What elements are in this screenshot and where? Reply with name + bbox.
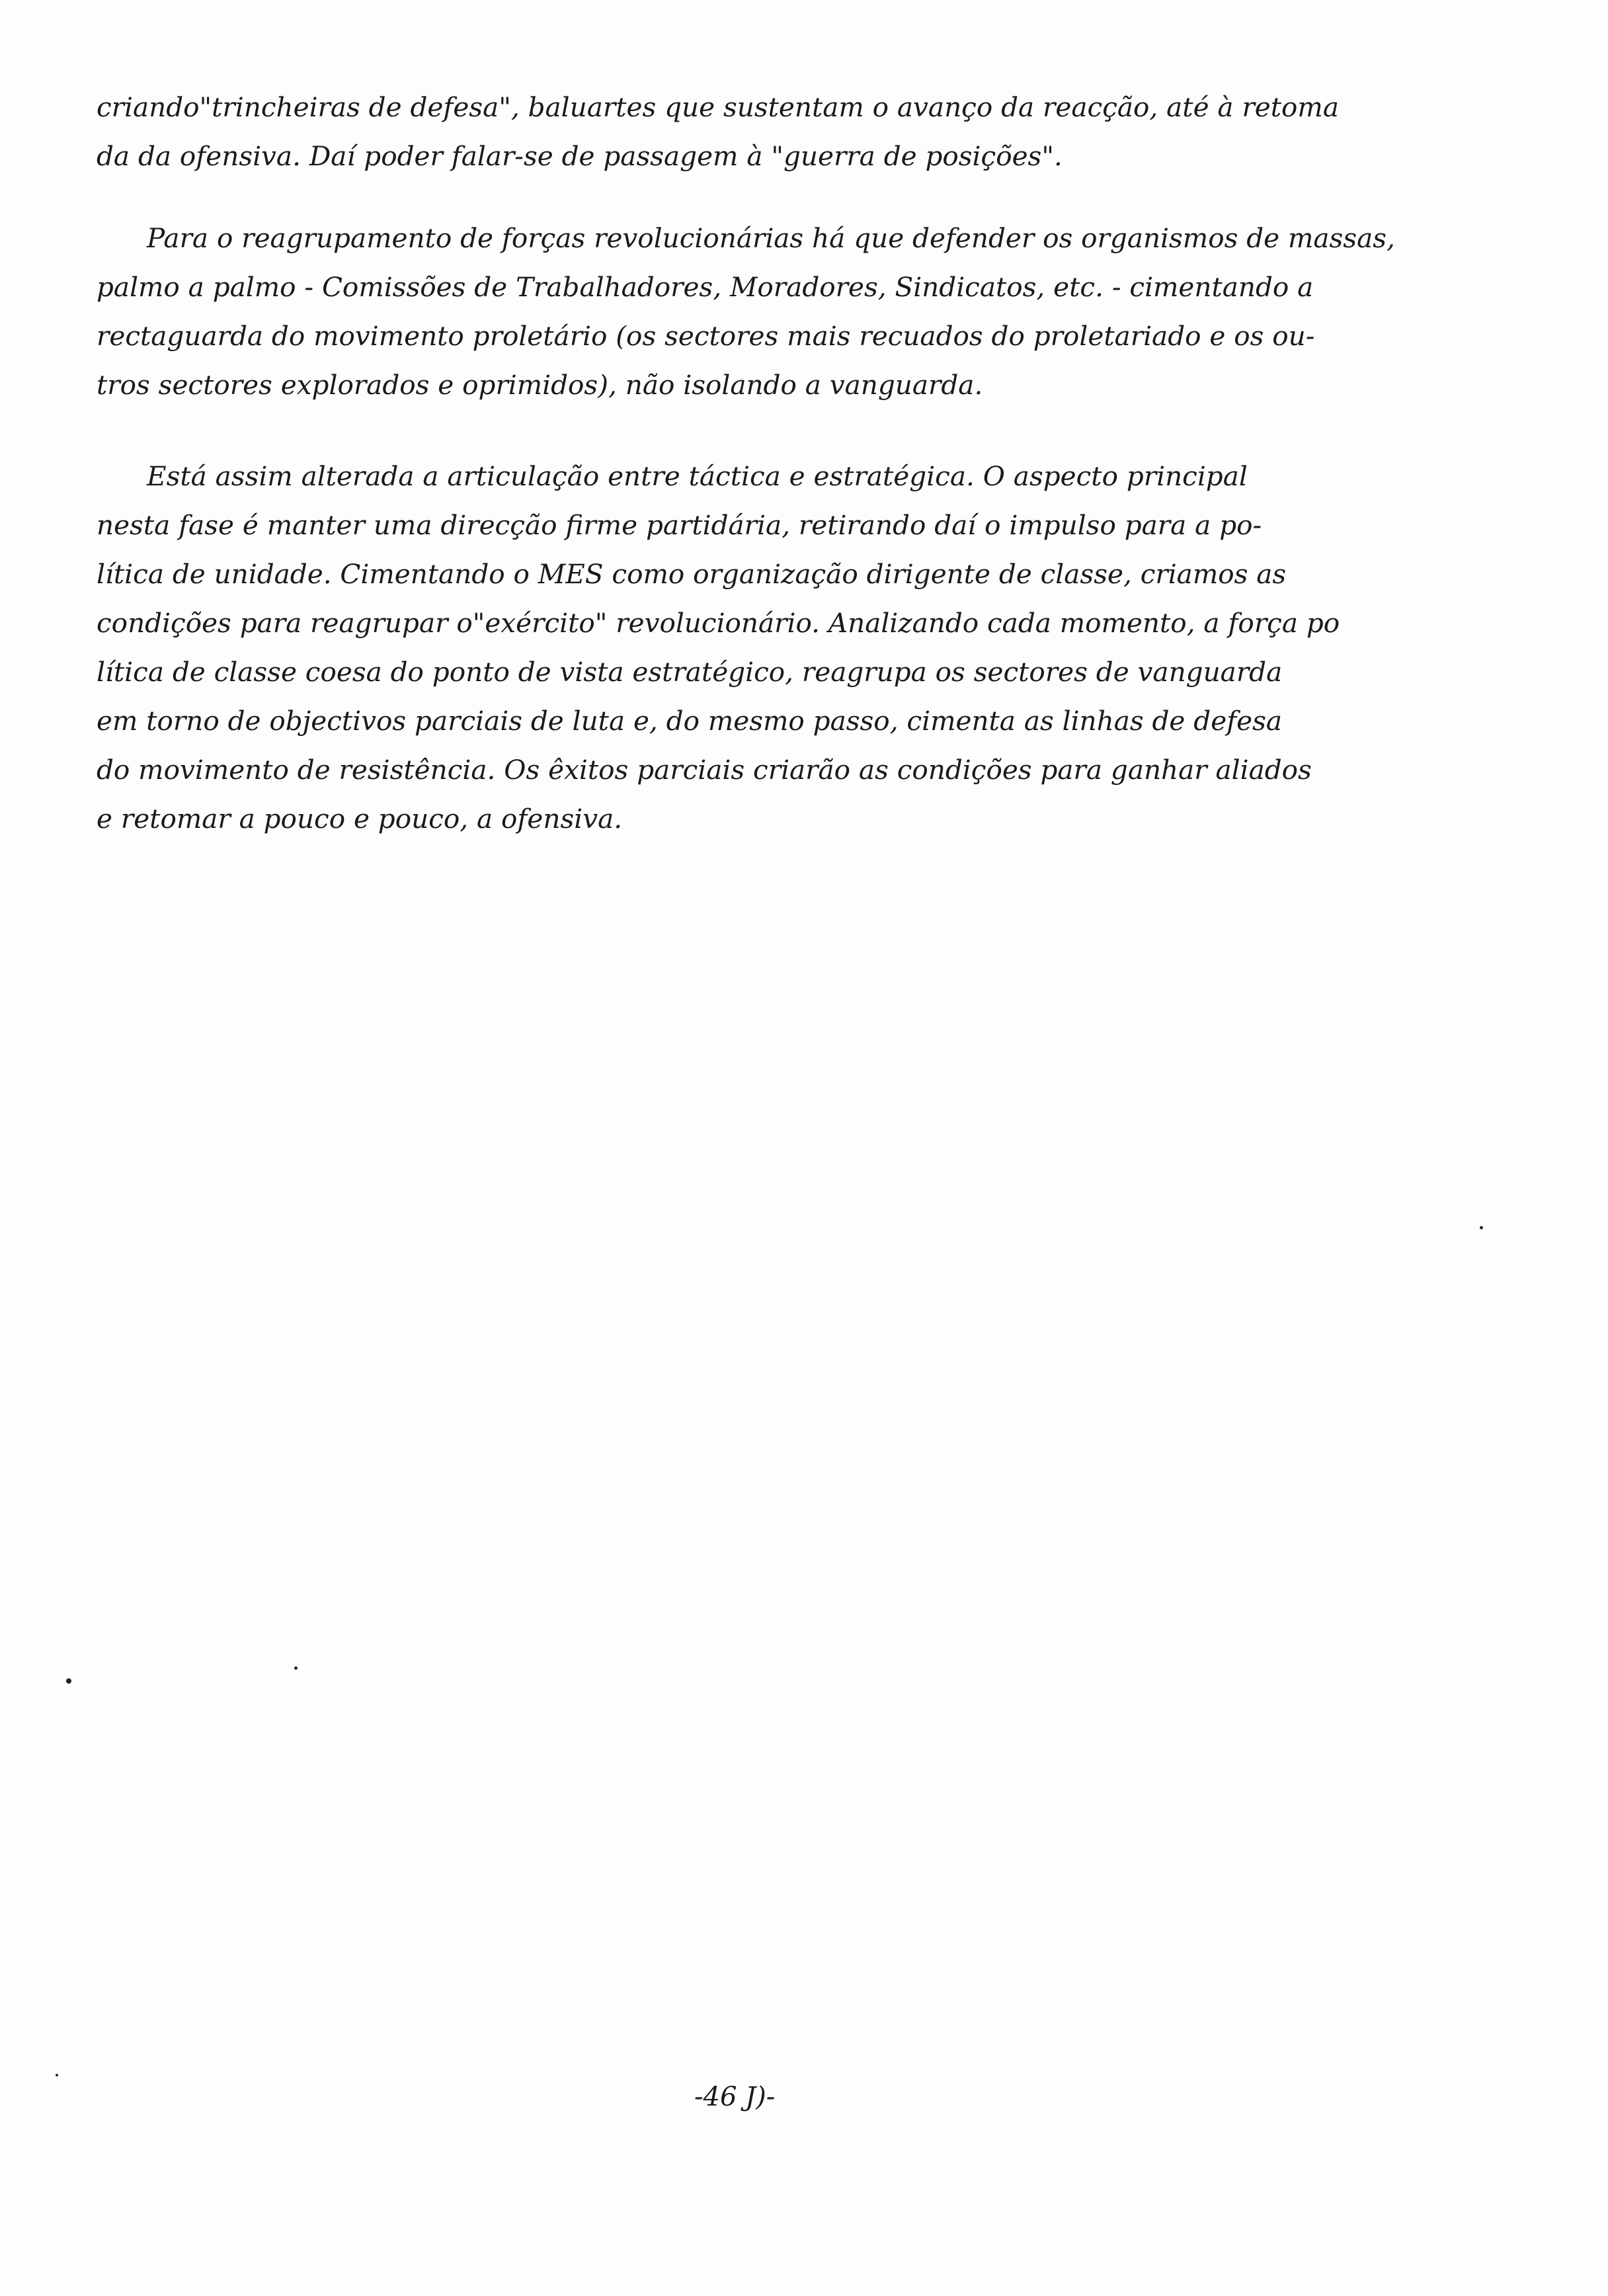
- paragraph-text: [97, 83, 1518, 181]
- scan-speck: [66, 1678, 71, 1684]
- paragraph-text: [97, 214, 1518, 409]
- text-line: nesta fase é manter uma direcção firme partidária, retirando daí o impulso para a po-: [97, 509, 1262, 541]
- text-line: condições para reagrupar o"exército" revolucionário. Analizando cada momento, a força po: [97, 607, 1340, 639]
- paragraph-2: [97, 214, 1518, 409]
- text-line: em torno de objectivos parciais de luta e, do mesmo passo, cimenta as linhas de defesa: [97, 705, 1283, 737]
- text-line: rectaguarda do movimento proletário (os sectores mais recuados do proletariado e os ou-: [97, 320, 1315, 352]
- paragraph-text: [97, 452, 1518, 843]
- text-line: lítica de classe coesa do ponto de vista estratégico, reagrupa os sectores de vanguarda: [97, 656, 1283, 688]
- text-line: lítica de unidade. Cimentando o MES como organização dirigente de classe, criamos as: [97, 558, 1287, 590]
- text-line: do movimento de resistência. Os êxitos parciais criarão as condições para ganhar aliados: [97, 754, 1312, 786]
- text-line: Para o reagrupamento de forças revolucionárias há que defender os organismos de massas,: [147, 222, 1395, 254]
- text-line: palmo a palmo - Comissões de Trabalhadores, Moradores, Sindicatos, etc. - cimentando a: [97, 271, 1314, 303]
- text-line: Está assim alterada a articulação entre táctica e estratégica. O aspecto principal: [147, 460, 1248, 492]
- scan-speck: [1480, 1226, 1483, 1229]
- scan-speck: [294, 1666, 298, 1670]
- text-line: criando"trincheiras de defesa", baluartes que sustentam o avanço da reacção, até à retoma: [97, 91, 1339, 123]
- scan-speck: [56, 2074, 58, 2076]
- paragraph-1: [97, 83, 1518, 181]
- paragraph-3: [97, 452, 1518, 843]
- text-line: da da ofensiva. Daí poder falar-se de passagem à "guerra de posições".: [97, 140, 1063, 172]
- text-line: tros sectores explorados e oprimidos), não isolando a vanguarda.: [97, 369, 983, 401]
- page-number: -46 J)-: [694, 2082, 776, 2112]
- text-line: e retomar a pouco e pouco, a ofensiva.: [97, 803, 623, 835]
